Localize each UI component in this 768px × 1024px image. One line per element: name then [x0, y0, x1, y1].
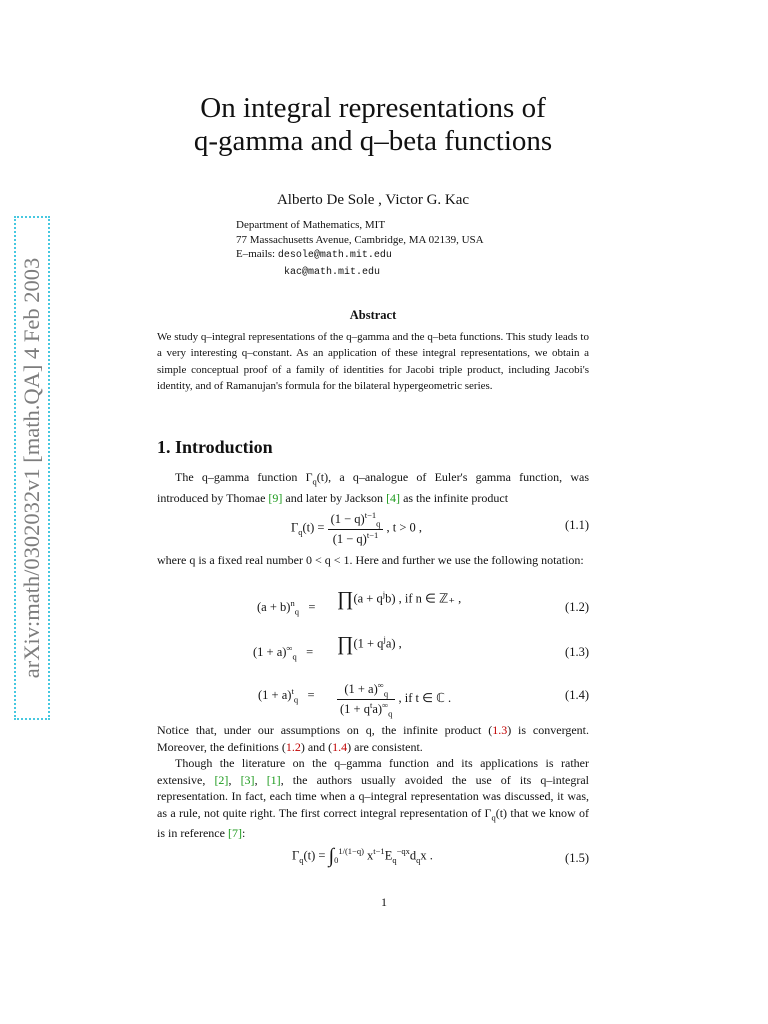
- equation-1-3: [157, 633, 589, 677]
- arxiv-identifier: arXiv:math/0302032v1 [math.QA] 4 Feb 2003: [19, 257, 44, 679]
- citation-1[interactable]: [1]: [266, 772, 281, 787]
- arxiv-side-stamp[interactable]: [14, 216, 50, 720]
- email-kac[interactable]: kac@math.mit.edu: [284, 266, 381, 278]
- abstract-body: We study q–integral representations of the q–gamma and the q–beta functions. This study leads to a very interesting q–constant. As an application of these integral representations, we obtain a simple conceptual proof of a family of identities for Jacobi triple product, including Jacobi's identity, and of Ramanujan's formula for the bilateral hypergeometric series.: [157, 331, 589, 392]
- equation-1-4-rhs: $\frac{(1 + a)^\infty_q}{(1 + q^ta)^\infty_q}$ , if t ∈ ℂ .: [337, 680, 451, 718]
- authors: Alberto De Sole , Victor G. Kac: [276, 192, 470, 208]
- equation-1-3-rhs: ∏(1 + $q^ja$) ,: [337, 633, 402, 655]
- equation-link-1-2[interactable]: 1.2: [285, 739, 301, 754]
- section-heading: 1. Introduction: [157, 437, 273, 457]
- equation-1-2-rhs: ∏(a + $q^jb$) , if n ∈ ℤ₊ ,: [337, 588, 462, 610]
- equation-1-3-lhs: $(1 + a)^\infty_q$ =: [253, 643, 314, 662]
- citation-4[interactable]: [4]: [386, 490, 401, 505]
- title-line-1: On integral representations of: [200, 92, 546, 124]
- paragraph-1: The q–gamma function $\Gamma_q(t)$, a q–analogue of Euler's gamma function, was introduced by Thomae [9] and later by Jackson [4] as the infinite product: [157, 470, 589, 505]
- equation-number-1-5: (1.5): [565, 851, 589, 865]
- paragraph-2: where q is a fixed real number 0 < q < 1. Here and further we use the following notation:: [157, 553, 584, 567]
- equation-1-2: [157, 588, 589, 632]
- equation-1-1-body: $\Gamma_q(t)$ = $\frac{(1 - q)^{t-1}_q}{(1 - q)^{t-1}}$ , t > 0 ,: [291, 510, 423, 546]
- equation-link-1-4[interactable]: 1.4: [332, 739, 348, 754]
- citation-3[interactable]: [3]: [240, 772, 255, 787]
- equation-number-1-3: (1.3): [565, 645, 589, 659]
- citation-7[interactable]: [7]: [227, 826, 242, 841]
- equation-number-1-2: (1.2): [565, 600, 589, 614]
- email-line-2: [236, 264, 484, 281]
- paragraph-4: Though the literature on the q–gamma function and its applications is rather extensive, [2], [3], [1], the authors usually avoided the use of its q–integral representation. In fact, each time when a q–integral representation was discussed, it was, as a rule, not quite right. The first correct integral representation of $\Gamma_q(t)$ that we know of is in reference [7]:: [157, 756, 590, 841]
- emails-label: E–mails:: [236, 248, 276, 260]
- equation-1-5-body: $\Gamma_q(t) = \int_0^{1/(1-q)}$ $x^{t-1}E_q^{-qx}d_qx$ .: [292, 845, 433, 867]
- email-desole[interactable]: desole@math.mit.edu: [277, 250, 392, 261]
- equation-number-1-1: (1.1): [565, 518, 589, 532]
- abstract-heading: Abstract: [349, 308, 397, 322]
- paper-title: [120, 92, 626, 158]
- page-number: 1: [381, 895, 387, 909]
- equation-1-5: [157, 843, 589, 883]
- citation-2[interactable]: [2]: [214, 772, 229, 787]
- equation-link-1-3[interactable]: 1.3: [492, 723, 508, 737]
- title-line-2: q-gamma and q–beta functions: [193, 125, 553, 157]
- paragraph-3: Notice that, under our assumptions on q, the infinite product (1.3) is convergent. Moreover, the definitions (1.2) and (1.4) are consistent.: [157, 723, 590, 754]
- equation-1-2-lhs: $(a + b)^n_q$ =: [257, 598, 316, 617]
- equation-1-1: [157, 510, 589, 550]
- equation-1-4: [157, 680, 589, 720]
- affiliation: [236, 218, 484, 280]
- citation-9[interactable]: [9]: [268, 490, 283, 505]
- equation-1-4-lhs: $(1 + a)^t_q$ =: [258, 686, 315, 705]
- equation-number-1-4: (1.4): [565, 688, 589, 702]
- department: Department of Mathematics, MIT: [236, 219, 386, 231]
- email-line: [236, 247, 484, 264]
- address: 77 Massachusetts Avenue, Cambridge, MA 02139, USA: [236, 233, 484, 246]
